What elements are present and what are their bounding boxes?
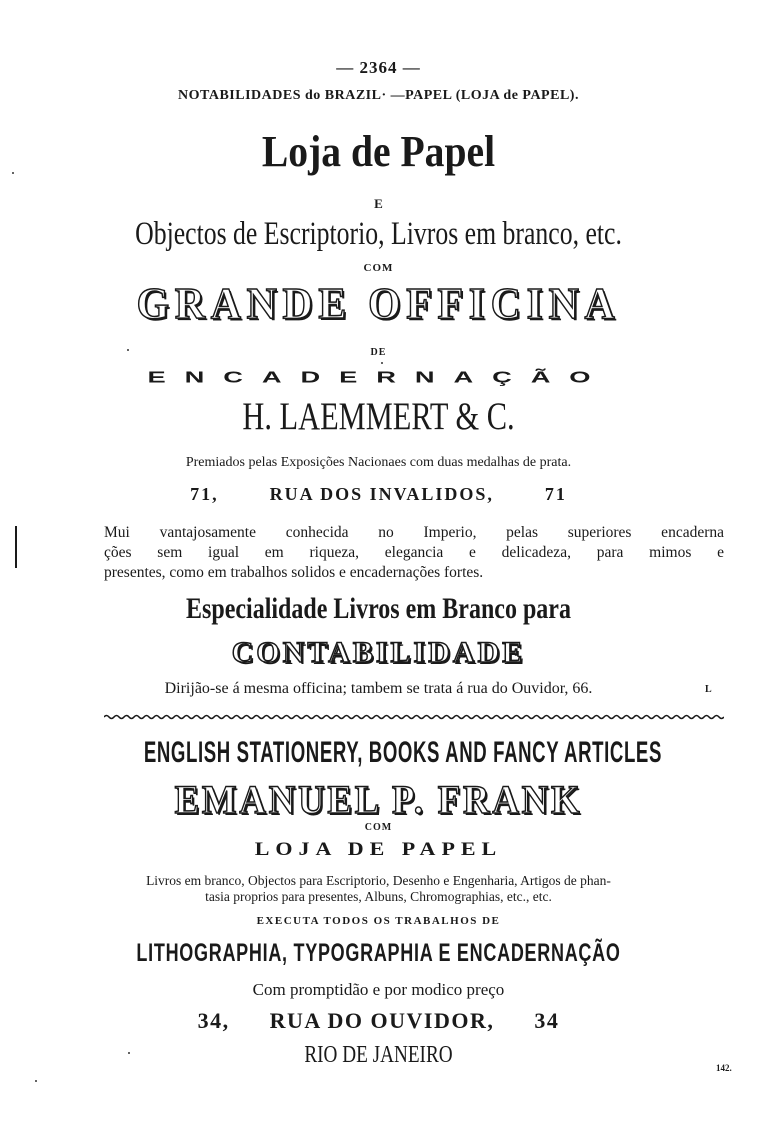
ad1-paragraph-line: presentes, como em trabalhos solidos e encadernações fortes. bbox=[104, 564, 484, 581]
ad2-description-line: tasia proprios para presentes, Albuns, Chromographias, etc., etc. bbox=[205, 889, 552, 904]
margin-mark bbox=[15, 526, 17, 568]
ad2-address-number-left: 34, bbox=[197, 1008, 230, 1033]
ad1-directions-text: Dirijão-se á mesma officina; tambem se trata á rua do Ouvidor, 66. bbox=[164, 680, 593, 697]
ad2-com: COM bbox=[364, 822, 393, 833]
ad2-loja: LOJA DE PAPEL bbox=[254, 837, 503, 860]
ad1-address-number-right: 71 bbox=[544, 484, 567, 504]
print-speck bbox=[127, 349, 129, 351]
ad1-directions bbox=[0, 680, 757, 698]
ad2-description bbox=[0, 873, 757, 905]
ad2-services: LITHOGRAPHIA, TYPOGRAPHIA E ENCADERNAÇÃO bbox=[136, 939, 621, 967]
ad2-city: RIO DE JANEIRO bbox=[304, 1042, 453, 1068]
ad1-firm-name: H. LAEMMERT & C. bbox=[242, 395, 515, 438]
print-speck bbox=[12, 172, 14, 174]
running-head: NOTABILIDADES do BRAZIL· —PAPEL (LOJA de PAPEL). bbox=[178, 88, 579, 103]
ad2-address-number-right: 34 bbox=[534, 1008, 560, 1033]
ad1-address bbox=[0, 484, 757, 505]
ad2-executa: EXECUTA TODOS OS TRABALHOS DE bbox=[256, 915, 501, 927]
print-speck bbox=[381, 362, 383, 364]
print-speck bbox=[35, 1080, 37, 1082]
ad2-address-street: RUA DO OUVIDOR, bbox=[269, 1008, 495, 1033]
ad1-grande-officina: GRANDE OFFICINA bbox=[136, 279, 621, 328]
ad1-de: DE bbox=[370, 347, 387, 358]
page-number: — 2364 — bbox=[336, 58, 421, 77]
ad2-english-heading: ENGLISH STATIONERY, BOOKS AND FANCY ARTICLES bbox=[143, 736, 662, 769]
ad1-conjunction: E bbox=[374, 196, 383, 211]
ad1-specialty: Especialidade Livros em Branco para bbox=[186, 592, 571, 625]
ad1-address-street: RUA DOS INVALIDOS, bbox=[269, 484, 494, 504]
ad2-promptidao: Com promptidão e por modico preço bbox=[252, 980, 505, 999]
ad1-encadernacao: ENCADERNAÇÃO bbox=[147, 368, 610, 387]
ad1-title: Loja de Papel bbox=[261, 127, 496, 176]
ad1-awards: Premiados pelas Exposições Nacionaes com duas medalhas de prata. bbox=[185, 455, 572, 470]
ad1-subtitle: Objectos de Escriptorio, Livros em branco, etc. bbox=[135, 216, 622, 252]
ad1-com: COM bbox=[363, 262, 394, 274]
ad1-directions-tail: L bbox=[705, 684, 712, 695]
ad1-paragraph bbox=[104, 523, 724, 583]
print-speck bbox=[128, 1052, 130, 1054]
ad1-contabilidade: CONTABILIDADE bbox=[231, 636, 526, 669]
signature-mark: 142. bbox=[716, 1063, 732, 1073]
ad2-address bbox=[0, 1008, 757, 1034]
ad2-description-line: Livros em branco, Objectos para Escriptorio, Desenho e Engenharia, Artigos de phan- bbox=[146, 873, 611, 888]
ad1-address-number-left: 71, bbox=[190, 484, 219, 504]
wavy-divider bbox=[104, 714, 724, 720]
ad1-paragraph-line: ções sem igual em riqueza, elegancia e delicadeza, para mimos e bbox=[104, 544, 724, 561]
ad1-paragraph-line: Mui vantajosamente conhecida no Imperio, pelas superiores encaderna bbox=[104, 524, 724, 541]
ad2-name: EMANUEL P. FRANK bbox=[174, 777, 583, 822]
